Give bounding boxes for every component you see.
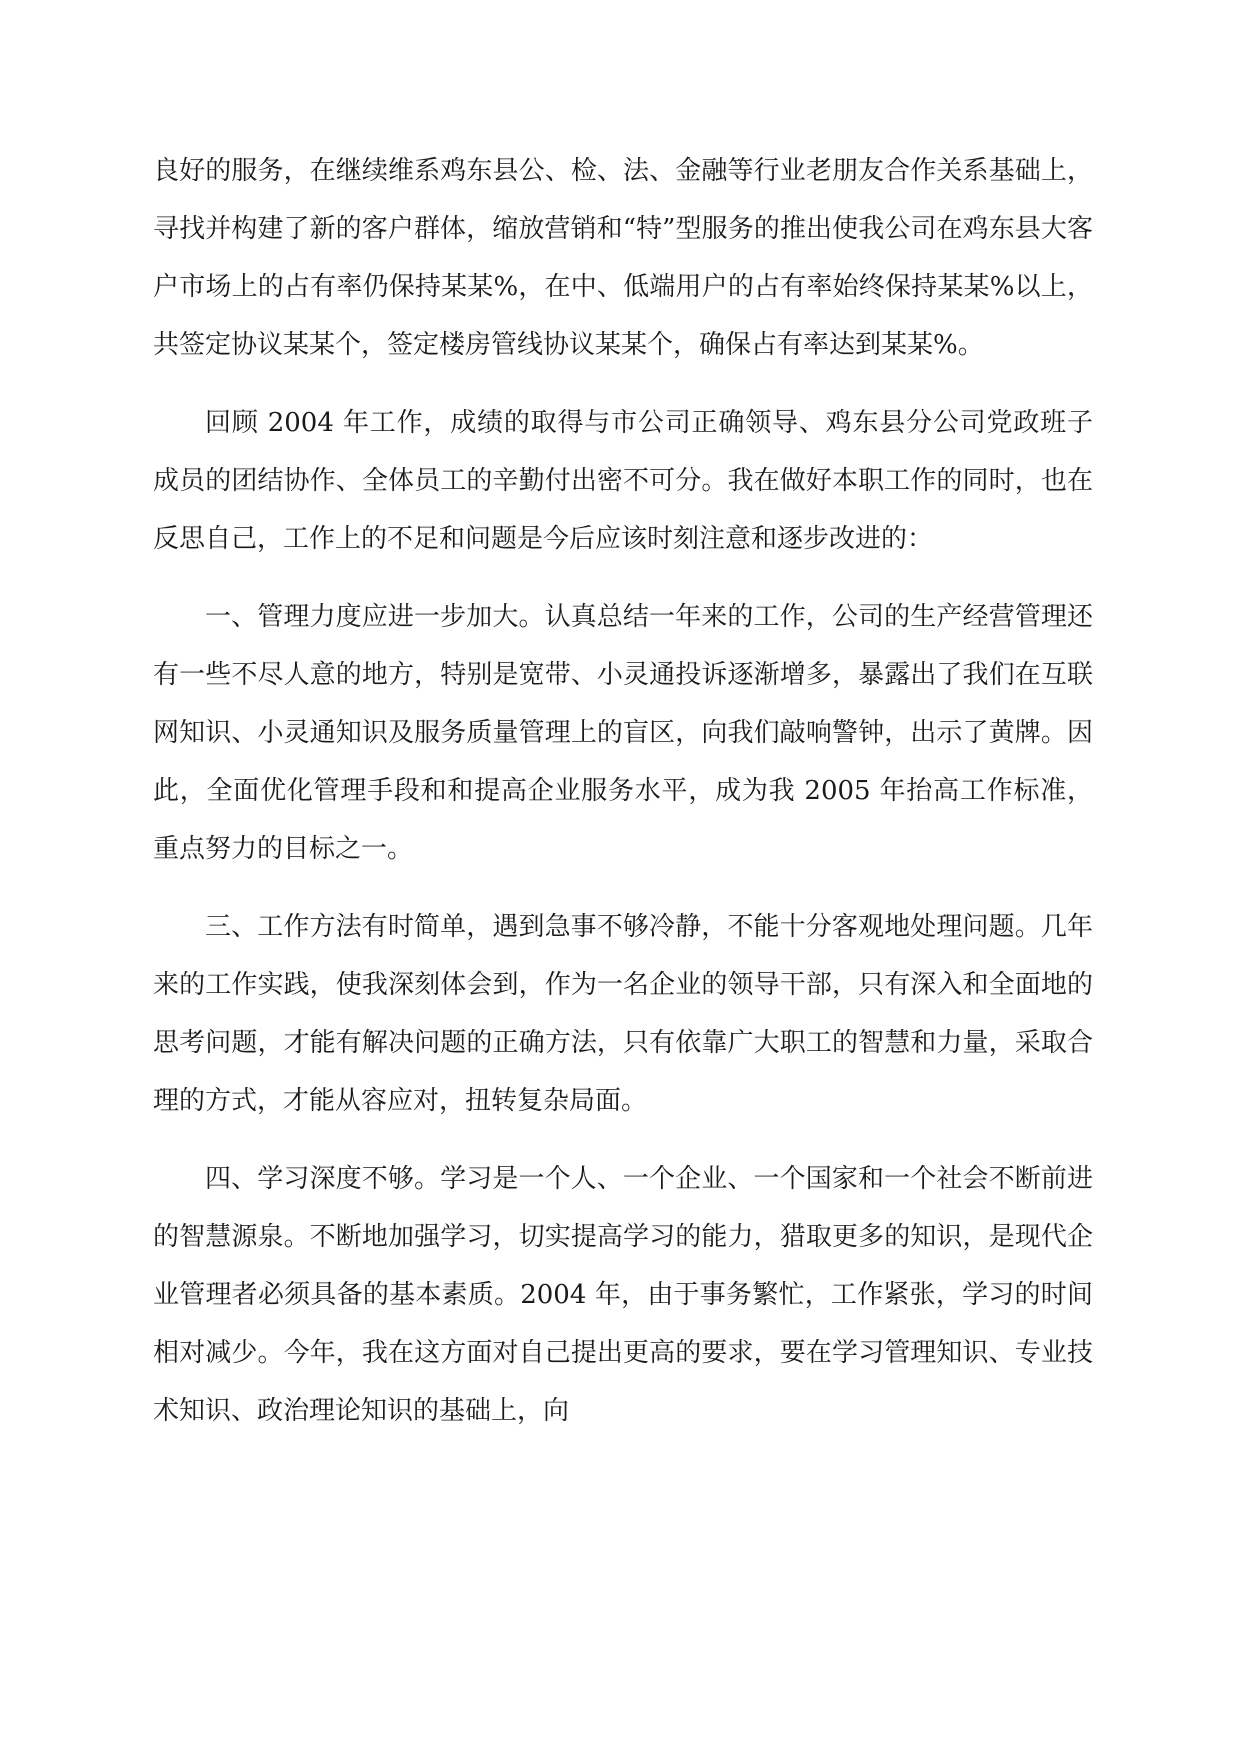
text-line: 我公司在鸡东县大客户市场上的占有率仍保持某某%，在中、低端用户的 <box>153 214 1093 302</box>
paragraph-point-learning <box>153 1150 1093 1440</box>
text-line: 占有率始终保持某某%以上，共签定协议某某个，签定楼房管线协议某某 <box>153 272 1093 360</box>
text-line: 回顾 2004 年工作，成绩的取得与市公司正确领导、鸡东县分公司党 <box>205 408 1014 438</box>
text-line: 良好的服务，在继续维系鸡东县公、检、法、金融等行业老朋友合作关系 <box>153 156 989 186</box>
text-line: 作的同时，也在反思自己，工作上的不足和问题是今后应该时刻注意和逐 <box>153 466 1093 554</box>
text-line: 基础上，寻找并构建了新的客户群体，缩放营销和“特”型服务的推出使 <box>153 156 1093 244</box>
text-line: 四、学习深度不够。学习是一个人、一个企业、一个国家和一个社会 <box>205 1164 989 1194</box>
text-line: 敲响警钟，出示了黄牌。因此，全面优化管理手段和和提高企业服务水平 <box>153 718 1093 806</box>
text-line: 政班子成员的团结协作、全体员工的辛勤付出密不可分。我在做好本职工 <box>153 408 1093 496</box>
paragraph-review-2004 <box>153 394 1093 568</box>
text-line: 忙，工作紧张，学习的时间相对减少。今年，我在这方面对自己提出更高 <box>153 1280 1093 1368</box>
text-line: 三、工作方法有时简单，遇到急事不够冷静，不能十分客观地处理问 <box>205 912 989 942</box>
text-line: 有深入和全面地的思考问题，才能有解决问题的正确方法，只有依靠广大 <box>153 970 1093 1058</box>
paragraph-point-management <box>153 588 1093 878</box>
text-line: ，成为我 2005 年抬高工作标准，重点努力的目标之一。 <box>153 776 1093 864</box>
text-line: 职工的智慧和力量，采取合理的方式，才能从容应对，扭转复杂局面。 <box>153 1028 1093 1116</box>
text-line: 不断前进的智慧源泉。不断地加强学习，切实提高学习的能力，猎取更多 <box>153 1164 1093 1252</box>
text-line: 个，确保占有率达到某某%。 <box>647 330 984 360</box>
text-line: 题。几年来的工作实践，使我深刻体会到，作为一名企业的领导干部，只 <box>153 912 1093 1000</box>
text-line: 的知识，是现代企业管理者必须具备的基本素质。2004 年，由于事务繁 <box>153 1222 1093 1310</box>
text-line: 步改进的： <box>803 524 934 554</box>
paragraph-service-continued <box>153 142 1093 374</box>
text-line: 一、管理力度应进一步加大。认真总结一年来的工作，公司的生产经 <box>205 602 989 632</box>
text-line: 营管理还有一些不尽人意的地方，特别是宽带、小灵通投诉逐渐增多，暴 <box>153 602 1093 690</box>
text-line: 露出了我们在互联网知识、小灵通知识及服务质量管理上的盲区，向我们 <box>153 660 1093 748</box>
paragraph-point-work-method <box>153 898 1093 1130</box>
text-line: 的要求，要在学习管理知识、专业技术知识、政治理论知识的基础上，向 <box>153 1338 1093 1426</box>
document-body <box>153 142 1093 1460</box>
